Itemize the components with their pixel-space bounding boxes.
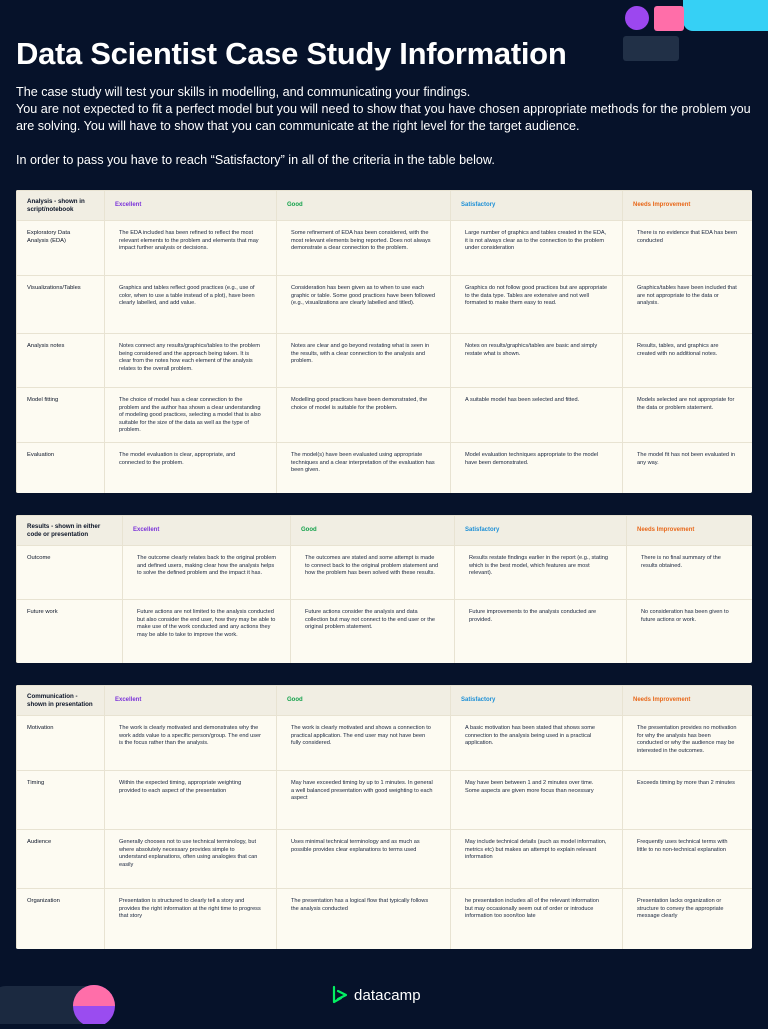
needs-improvement-cell: There is no evidence that EDA has been conducted [623, 221, 753, 276]
logo-text: datacamp [354, 986, 421, 1004]
excellent-cell: The choice of model has a clear connection to the problem and the author has shown a clear understanding of modeling good practices, selecting a model that is also suitable for the size of the data as well as the type of problem. [105, 388, 277, 443]
intro-paragraph: You are not expected to fit a perfect model but you will need to show that you have chosen appropriate methods for the problem you are solving. You will have to show that you can communicate at the right level for the target audience. [16, 102, 751, 134]
column-header-satisfactory: Satisfactory [451, 191, 623, 221]
satisfactory-cell: Large number of graphics and tables created in the EDA, it is not always clear as to the connection to the problem under consideration [451, 221, 623, 276]
excellent-cell: Graphics and tables reflect good practices (e.g., use of color, when to use a table instead of a plot), have been clearly labelled, and add value. [105, 276, 277, 334]
needs-improvement-cell: The presentation provides no motivation for why the analysis has been conducted or why the audience may be interested in the outcomes. [623, 716, 753, 771]
table-row [17, 716, 753, 771]
datacamp-logo-icon [332, 985, 350, 1005]
column-header-good: Good [277, 191, 451, 221]
good-cell: The work is clearly motivated and shows a connection to practical application. The end user may not have been fully considered. [277, 716, 451, 771]
criterion-label: Model fitting [17, 388, 105, 443]
excellent-cell: The work is clearly motivated and demonstrates why the work adds value to a specific person/group. The end user is the focus rather than the analysis. [105, 716, 277, 771]
criterion-label: Audience [17, 830, 105, 889]
decorative-shapes-top-right [620, 0, 768, 66]
satisfactory-cell: A basic motivation has been stated that shows some connection to the analysis being used in a practical application. [451, 716, 623, 771]
section-heading: Communication - shown in presentation [17, 686, 105, 716]
excellent-cell: Notes connect any results/graphics/tables to the problem being considered and the approach being taken. It is clear from the notes how each element of the analysis relates to the overall problem. [105, 334, 277, 388]
criterion-label: Exploratory Data Analysis (EDA) [17, 221, 105, 276]
excellent-cell: Future actions are not limited to the analysis conducted but also consider the end user, how they may be able to make use of the work conducted and any actions they may be able to take to improve the work. [123, 600, 291, 664]
column-header-satisfactory: Satisfactory [455, 516, 627, 546]
decorative-circle-icon [0, 984, 120, 1024]
needs-improvement-cell: Graphics/tables have been included that are not appropriate to the data or analysis. [623, 276, 753, 334]
needs-improvement-cell: No consideration has been given to future actions or work. [627, 600, 753, 664]
column-header-needs-improvement: Needs Improvement [623, 191, 753, 221]
satisfactory-cell: Future improvements to the analysis conducted are provided. [455, 600, 627, 664]
decorative-shape-bottom-left [0, 984, 120, 1024]
needs-improvement-cell: Results, tables, and graphics are created with no additional notes. [623, 334, 753, 388]
table-row [17, 600, 753, 664]
requirement-text: In order to pass you have to reach “Satisfactory” in all of the criteria in the table below. [16, 152, 495, 167]
excellent-cell: The EDA included has been refined to reflect the most relevant elements to the problem and elements that may impact further analysis or decisions. [105, 221, 277, 276]
satisfactory-cell: he presentation includes all of the relevant information but may occasionally seem out of order or introduce information too soon/too late [451, 889, 623, 950]
criterion-label: Visualizations/Tables [17, 276, 105, 334]
table-row [17, 889, 753, 950]
satisfactory-cell: Graphics do not follow good practices but are appropriate to the data type. Tables are extensive and not well formated to make them easy to read. [451, 276, 623, 334]
good-cell: Consideration has been given as to when to use each graphic or table. Some good practices have been followed (e.g., visualizations are clearly labelled and titled). [277, 276, 451, 334]
excellent-cell: Presentation is structured to clearly tell a story and provides the right information at the right time to progress that story [105, 889, 277, 950]
criterion-label: Timing [17, 771, 105, 830]
section-heading: Results - shown in either code or presentation [17, 516, 123, 546]
satisfactory-cell: Model evaluation techniques appropriate to the model have been demonstrated. [451, 443, 623, 494]
decorative-shapes-icon [620, 0, 768, 66]
section-heading: Analysis - shown in script/notebook [17, 191, 105, 221]
page-title: Data Scientist Case Study Information [16, 36, 567, 71]
column-header-good: Good [277, 686, 451, 716]
good-cell: Modelling good practices have been demonstrated, the choice of model is suitable for the problem. [277, 388, 451, 443]
good-cell: The model(s) have been evaluated using appropriate techniques and a clear interpretation of the evaluation has been given. [277, 443, 451, 494]
criterion-label: Analysis notes [17, 334, 105, 388]
good-cell: Some refinement of EDA has been considered, with the most relevant elements being reported. Does not always demonstrate a clear connection to the problem. [277, 221, 451, 276]
excellent-cell: Generally chooses not to use technical terminology, but where absolutely necessary provides simple to understand explanations, often using analogies that can easily [105, 830, 277, 889]
intro-text [16, 84, 761, 169]
rubric-table-communication [16, 685, 752, 949]
good-cell: Notes are clear and go beyond restating what is seen in the results, with a clear connection to the analysis and problem. [277, 334, 451, 388]
good-cell: The outcomes are stated and some attempt is made to connect back to the original problem statement and how the problem has been solved with these results. [291, 546, 455, 600]
satisfactory-cell: Results restate findings earlier in the report (e.g., stating which is the best model, which features are most relevant). [455, 546, 627, 600]
excellent-cell: The model evaluation is clear, appropriate, and connected to the problem. [105, 443, 277, 494]
needs-improvement-cell: There is no final summary of the results obtained. [627, 546, 753, 600]
column-header-needs-improvement: Needs Improvement [623, 686, 753, 716]
criterion-label: Outcome [17, 546, 123, 600]
needs-improvement-cell: Exceeds timing by more than 2 minutes [623, 771, 753, 830]
criterion-label: Future work [17, 600, 123, 664]
table-row [17, 830, 753, 889]
satisfactory-cell: Notes on results/graphics/tables are basic and simply restate what is shown. [451, 334, 623, 388]
criterion-label: Motivation [17, 716, 105, 771]
good-cell: Future actions consider the analysis and data collection but may not connect to the end user or the original problem statement. [291, 600, 455, 664]
rubric-table-results [16, 515, 752, 663]
rubric-table-analysis [16, 190, 752, 493]
excellent-cell: Within the expected timing, appropriate weighting provided to each aspect of the presentation [105, 771, 277, 830]
needs-improvement-cell: Presentation lacks organization or structure to convey the appropriate message clearly [623, 889, 753, 950]
good-cell: May have exceeded timing by up to 1 minutes. In general a well balanced presentation with good weighting to each aspect [277, 771, 451, 830]
satisfactory-cell: A suitable model has been selected and fitted. [451, 388, 623, 443]
table-row [17, 443, 753, 494]
column-header-excellent: Excellent [105, 191, 277, 221]
table-row [17, 546, 753, 600]
excellent-cell: The outcome clearly relates back to the original problem and defined users, making clear how the analysis helps to solve the defined problem and the impact it has. [123, 546, 291, 600]
table-row [17, 221, 753, 276]
criterion-label: Organization [17, 889, 105, 950]
datacamp-logo [332, 985, 421, 1005]
column-header-satisfactory: Satisfactory [451, 686, 623, 716]
needs-improvement-cell: Frequently uses technical terms with little to no non-technical explanation [623, 830, 753, 889]
table-row [17, 276, 753, 334]
good-cell: Uses minimal technical terminology and as much as possible provides clear explanations to terms used [277, 830, 451, 889]
needs-improvement-cell: Models selected are not appropriate for the data or problem statement. [623, 388, 753, 443]
table-row [17, 334, 753, 388]
table-row [17, 771, 753, 830]
column-header-good: Good [291, 516, 455, 546]
criterion-label: Evaluation [17, 443, 105, 494]
table-row [17, 388, 753, 443]
column-header-excellent: Excellent [123, 516, 291, 546]
column-header-excellent: Excellent [105, 686, 277, 716]
column-header-needs-improvement: Needs Improvement [627, 516, 753, 546]
satisfactory-cell: May include technical details (such as model information, metrics etc) but makes an attempt to explain relevant information [451, 830, 623, 889]
satisfactory-cell: May have been between 1 and 2 minutes over time. Some aspects are given more focus than necessary [451, 771, 623, 830]
good-cell: The presentation has a logical flow that typically follows the analysis conducted [277, 889, 451, 950]
intro-paragraph: The case study will test your skills in modelling, and communicating your findings. [16, 85, 471, 99]
needs-improvement-cell: The model fit has not been evaluated in any way. [623, 443, 753, 494]
